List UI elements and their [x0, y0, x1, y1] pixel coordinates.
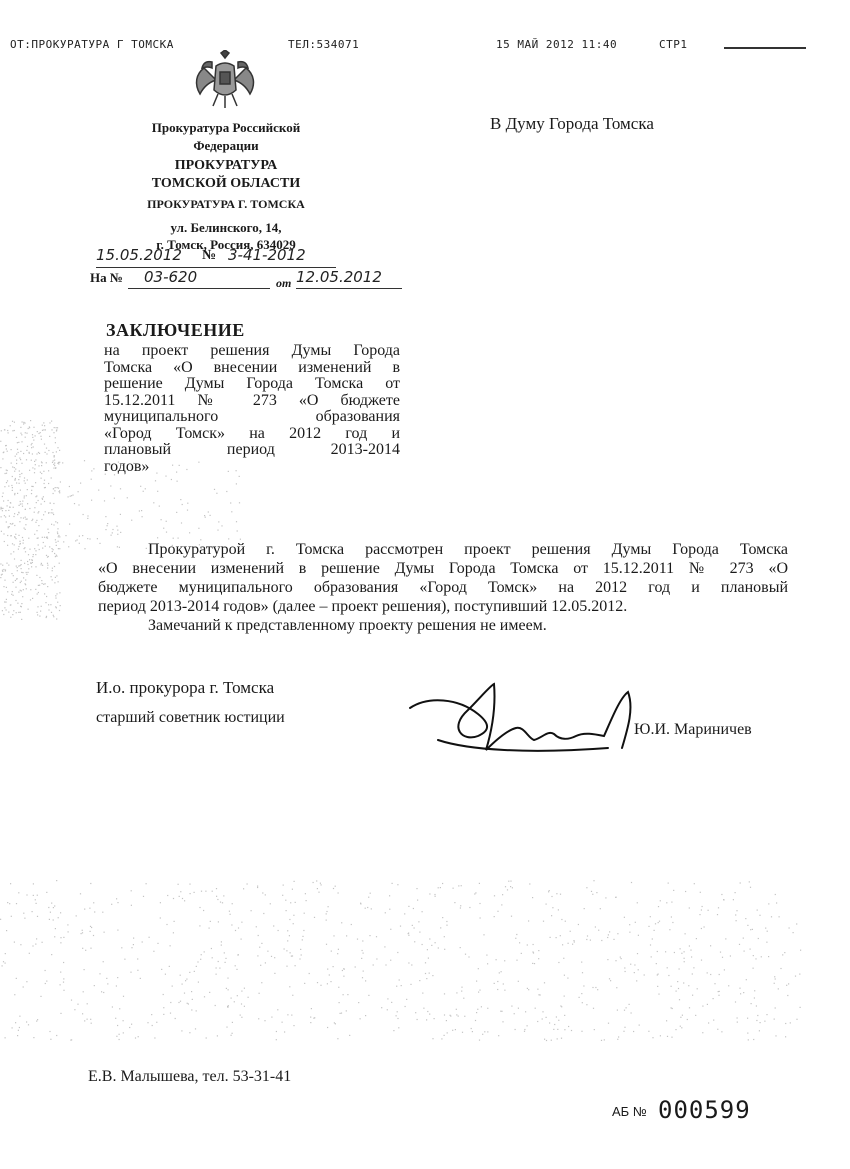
sender-regional [122, 157, 330, 193]
reference-date: 12.05.2012 [296, 268, 382, 286]
handwritten-signature [408, 678, 648, 768]
body-paragraph [98, 540, 788, 635]
executor-contact: Е.В. Малышева, тел. 53-31-41 [88, 1068, 292, 1085]
reference-label: На № [90, 270, 123, 285]
number-label: № [202, 248, 217, 263]
sender-line3: ПРОКУРАТУРА [174, 158, 278, 173]
sender-line4: ТОМСКОЙ ОБЛАСТИ [151, 176, 301, 191]
sender-line5: ПРОКУРАТУРА Г. ТОМСКА [147, 197, 305, 211]
subject-line: «Город Томск» на 2012 год и [104, 424, 400, 442]
form-number: 000599 [658, 1096, 751, 1124]
body-line: период 2013-2014 годов» (далее – проект решения), поступивший 12.05.2012. [98, 598, 628, 615]
reference-number: 03-620 [144, 268, 198, 286]
body-line: «О внесении изменений в решение Думы Города Томска от 15.12.2011 № 273 «О [98, 560, 788, 577]
signatory-rank: старший советник юстиции [96, 709, 285, 726]
recipient: В Думу Города Томска [490, 114, 654, 133]
fax-page: СТР1 [659, 38, 688, 51]
sender-addr2: г. Томск, Россия, 634029 [156, 237, 296, 252]
subject-line: плановый период 2013-2014 [104, 441, 400, 458]
body-remark: Замечаний к представленному проекту решения не имеем. [148, 617, 547, 634]
fax-rule [724, 47, 806, 49]
subject-line: решение Думы Города Томска от [104, 375, 400, 392]
signatory-position: И.о. прокурора г. Томска [96, 678, 275, 697]
subject-line: годов» [104, 457, 150, 475]
conclusion-title: ЗАКЛЮЧЕНИЕ [106, 320, 245, 340]
subject-line: на проект решения Думы Города [104, 342, 400, 359]
sender-addr1: ул. Белинского, 14, [170, 220, 282, 235]
fax-datetime: 15 МАЙ 2012 11:40 [496, 38, 618, 51]
subject-line: муниципального образования [104, 408, 400, 425]
form-number-label: АБ № [612, 1104, 647, 1119]
sender-line2: Федерации [193, 138, 259, 153]
fax-tel: ТЕЛ:534071 [288, 38, 360, 51]
double-headed-eagle-emblem [190, 50, 260, 110]
body-line: бюджете муниципального образования «Город Томск» на 2012 год и плановый [98, 579, 788, 596]
outgoing-number: 3-41-2012 [228, 246, 306, 264]
sender-org [122, 119, 330, 155]
reference-from-label: от [276, 276, 292, 290]
subject-line: 15.12.2011 № 273 «О бюджете [104, 391, 400, 409]
conclusion-subject [104, 343, 400, 475]
subject-line: Томска «О внесении изменений в [104, 358, 400, 376]
fax-from: ОТ:ПРОКУРАТУРА Г ТОМСКА [10, 38, 174, 51]
body-line: Прокуратурой г. Томска рассмотрен проект решения Думы Города Томска [148, 541, 788, 558]
outgoing-date: 15.05.2012 [96, 246, 182, 264]
signatory-name: Ю.И. Мариничев [634, 721, 752, 738]
sender-line1: Прокуратура Российской [151, 120, 301, 135]
